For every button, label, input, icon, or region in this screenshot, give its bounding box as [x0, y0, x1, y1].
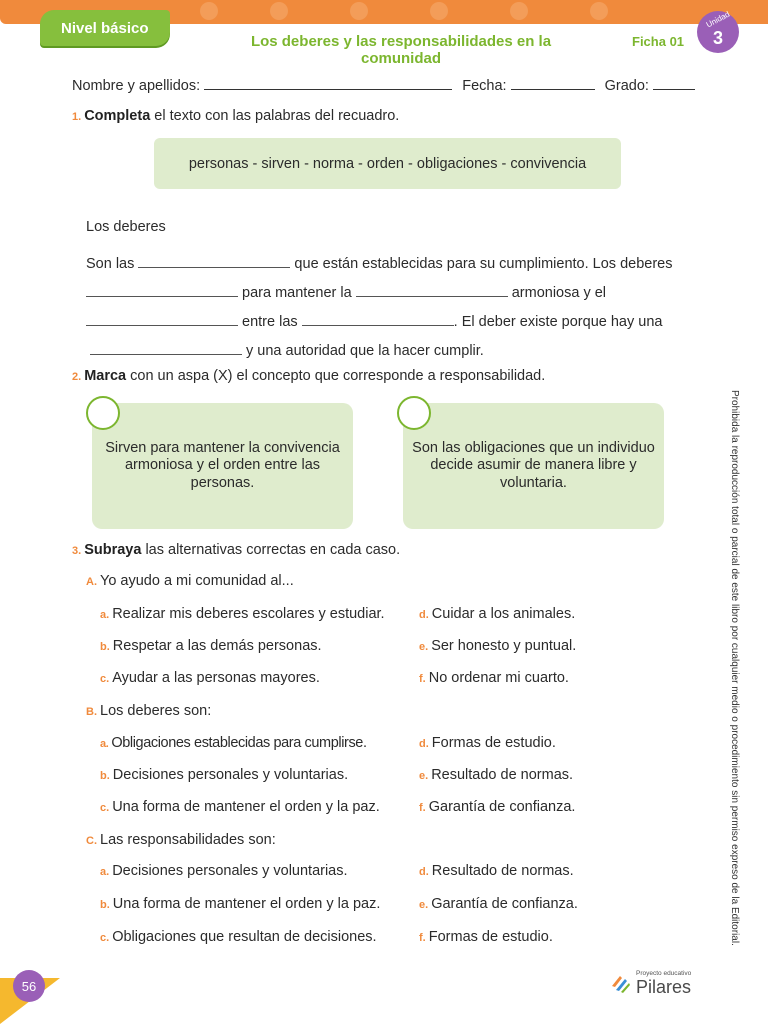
paragraph-heading: Los deberes [86, 219, 166, 235]
blank-field[interactable] [356, 285, 508, 297]
grade-label: Grado: [604, 78, 649, 94]
fill-line-1 [86, 256, 672, 272]
option-letter: e. [419, 899, 429, 911]
flower-decoration [430, 2, 448, 20]
worksheet-number: Ficha 01 [632, 34, 685, 49]
subquestion-c [86, 832, 276, 848]
option-text: Cuidar a los animales. [431, 606, 576, 622]
option-item[interactable] [100, 670, 320, 686]
text-segment: que están establecidas para su cumplimiento. Los deberes [290, 256, 673, 272]
pilares-logo-icon [610, 972, 632, 994]
fill-line-3 [86, 314, 662, 330]
unit-badge [697, 11, 739, 53]
option-letter: b. [100, 770, 110, 782]
question-number: 2. [72, 371, 82, 383]
option-letter: d. [419, 866, 429, 878]
word-bank: personas - sirven - norma - orden - obligaciones - convivencia [154, 138, 621, 189]
option-item[interactable] [419, 670, 569, 686]
text-segment: entre las [238, 314, 302, 330]
option-text: Formas de estudio. [431, 735, 556, 751]
option-card-right: Son las obligaciones que un individuo decide asumir de manera libre y voluntaria. [403, 403, 664, 529]
subquestion-letter: C. [86, 835, 97, 847]
option-item[interactable] [419, 767, 573, 783]
option-text: Ser honesto y puntual. [431, 638, 577, 654]
question-3 [72, 542, 400, 558]
option-letter: e. [419, 770, 429, 782]
fill-line-2 [86, 285, 606, 301]
student-info-row [72, 76, 695, 94]
option-item[interactable] [100, 638, 322, 654]
option-text: Realizar mis deberes escolares y estudiar. [112, 606, 385, 622]
option-text: Formas de estudio. [428, 929, 553, 945]
text-segment: para mantener la [238, 285, 356, 301]
option-letter: a. [100, 738, 109, 750]
checkbox-circle-right[interactable] [397, 396, 431, 430]
option-text: Garantía de confianza. [431, 896, 578, 912]
level-tab: Nivel básico [40, 10, 170, 46]
option-text: Resultado de normas. [431, 863, 574, 879]
option-letter: a. [100, 866, 110, 878]
subquestion-letter: B. [86, 706, 97, 718]
option-item[interactable] [100, 767, 348, 783]
subquestion-prompt: Los deberes son: [100, 703, 212, 719]
date-field[interactable] [511, 76, 595, 90]
question-number: 1. [72, 111, 82, 123]
unit-label: Unidad [704, 9, 732, 30]
option-letter: f. [419, 802, 426, 814]
subquestion-prompt: Yo ayudo a mi comunidad al... [100, 573, 294, 589]
question-verb: Marca [84, 368, 127, 384]
option-item[interactable] [100, 929, 377, 945]
option-text: Respetar a las demás personas. [112, 638, 322, 654]
option-letter: b. [100, 641, 110, 653]
option-text: Ayudar a las personas mayores. [112, 670, 320, 686]
option-card-left: Sirven para mantener la convivencia armoniosa y el orden entre las personas. [92, 403, 353, 529]
option-letter: d. [419, 738, 429, 750]
page-number-badge [0, 964, 74, 1024]
option-letter: f. [419, 673, 426, 685]
option-text: No ordenar mi cuarto. [428, 670, 569, 686]
flower-decoration [270, 2, 288, 20]
option-item[interactable] [419, 896, 578, 912]
option-item[interactable] [419, 863, 574, 879]
text-segment: y una autoridad que la hacer cumplir. [242, 343, 484, 359]
question-text: con un aspa (X) el concepto que corresponde a responsabilidad. [126, 368, 546, 384]
option-text: Resultado de normas. [431, 767, 574, 783]
option-letter: c. [100, 932, 110, 944]
option-letter: b. [100, 899, 110, 911]
option-item[interactable] [419, 799, 575, 815]
option-letter: c. [100, 802, 110, 814]
text-segment: . El deber existe porque hay una [453, 314, 663, 330]
name-field[interactable] [204, 76, 452, 90]
blank-field[interactable] [86, 285, 238, 297]
option-item[interactable] [419, 929, 553, 945]
text-segment: armoniosa y el [507, 285, 607, 301]
flower-decoration [350, 2, 368, 20]
page-title: Los deberes y las responsabilidades en la comunidad [250, 33, 552, 67]
option-item[interactable] [419, 735, 556, 751]
question-number: 3. [72, 545, 82, 557]
question-2 [72, 368, 545, 384]
option-text: Garantía de confianza. [428, 799, 576, 815]
blank-field[interactable] [86, 314, 238, 326]
blank-field[interactable] [90, 343, 242, 355]
option-item[interactable] [100, 735, 367, 751]
name-label: Nombre y apellidos: [72, 78, 201, 94]
question-text: el texto con las palabras del recuadro. [150, 108, 400, 124]
fill-line-4 [90, 343, 484, 359]
blank-field[interactable] [138, 256, 290, 268]
subquestion-a [86, 573, 294, 589]
subquestion-letter: A. [86, 576, 97, 588]
option-text: Obligaciones establecidas para cumplirse. [111, 735, 367, 751]
logo-tagline: Proyecto educativo [636, 970, 692, 977]
option-text: Decisiones personales y voluntarias. [112, 863, 348, 879]
flower-decoration [200, 2, 218, 20]
option-item[interactable] [419, 606, 575, 622]
blank-field[interactable] [302, 314, 454, 326]
option-letter: c. [100, 673, 110, 685]
option-letter: d. [419, 609, 429, 621]
date-label: Fecha: [462, 78, 507, 94]
page-number: 56 [13, 970, 45, 1002]
logo-name: Pilares [636, 977, 692, 997]
option-item[interactable] [100, 799, 380, 815]
grade-field[interactable] [653, 76, 695, 90]
option-item[interactable] [419, 638, 576, 654]
option-text: Una forma de mantener el orden y la paz. [112, 799, 380, 815]
subquestion-b [86, 703, 211, 719]
option-letter: a. [100, 609, 110, 621]
subquestion-prompt: Las responsabilidades son: [100, 832, 276, 848]
question-text: las alternativas correctas en cada caso. [141, 542, 401, 558]
question-verb: Completa [84, 108, 151, 124]
question-verb: Subraya [84, 542, 142, 558]
text-segment: Son las [86, 256, 139, 272]
option-text: Obligaciones que resultan de decisiones. [112, 929, 377, 945]
flower-decoration [510, 2, 528, 20]
unit-number: 3 [712, 28, 723, 48]
question-1 [72, 108, 399, 124]
checkbox-circle-left[interactable] [86, 396, 120, 430]
option-item[interactable] [100, 606, 385, 622]
copyright-note: Prohibida la reproducción total o parcial de este libro por cualquier medio o procedimiento sin permiso expreso de la Editorial. [729, 390, 740, 946]
option-letter: f. [419, 932, 426, 944]
publisher-logo [610, 968, 700, 1002]
option-item[interactable] [100, 863, 348, 879]
option-letter: e. [419, 641, 429, 653]
flower-decoration [590, 2, 608, 20]
option-text: Una forma de mantener el orden y la paz. [112, 896, 381, 912]
option-item[interactable] [100, 896, 380, 912]
option-text: Decisiones personales y voluntarias. [112, 767, 349, 783]
